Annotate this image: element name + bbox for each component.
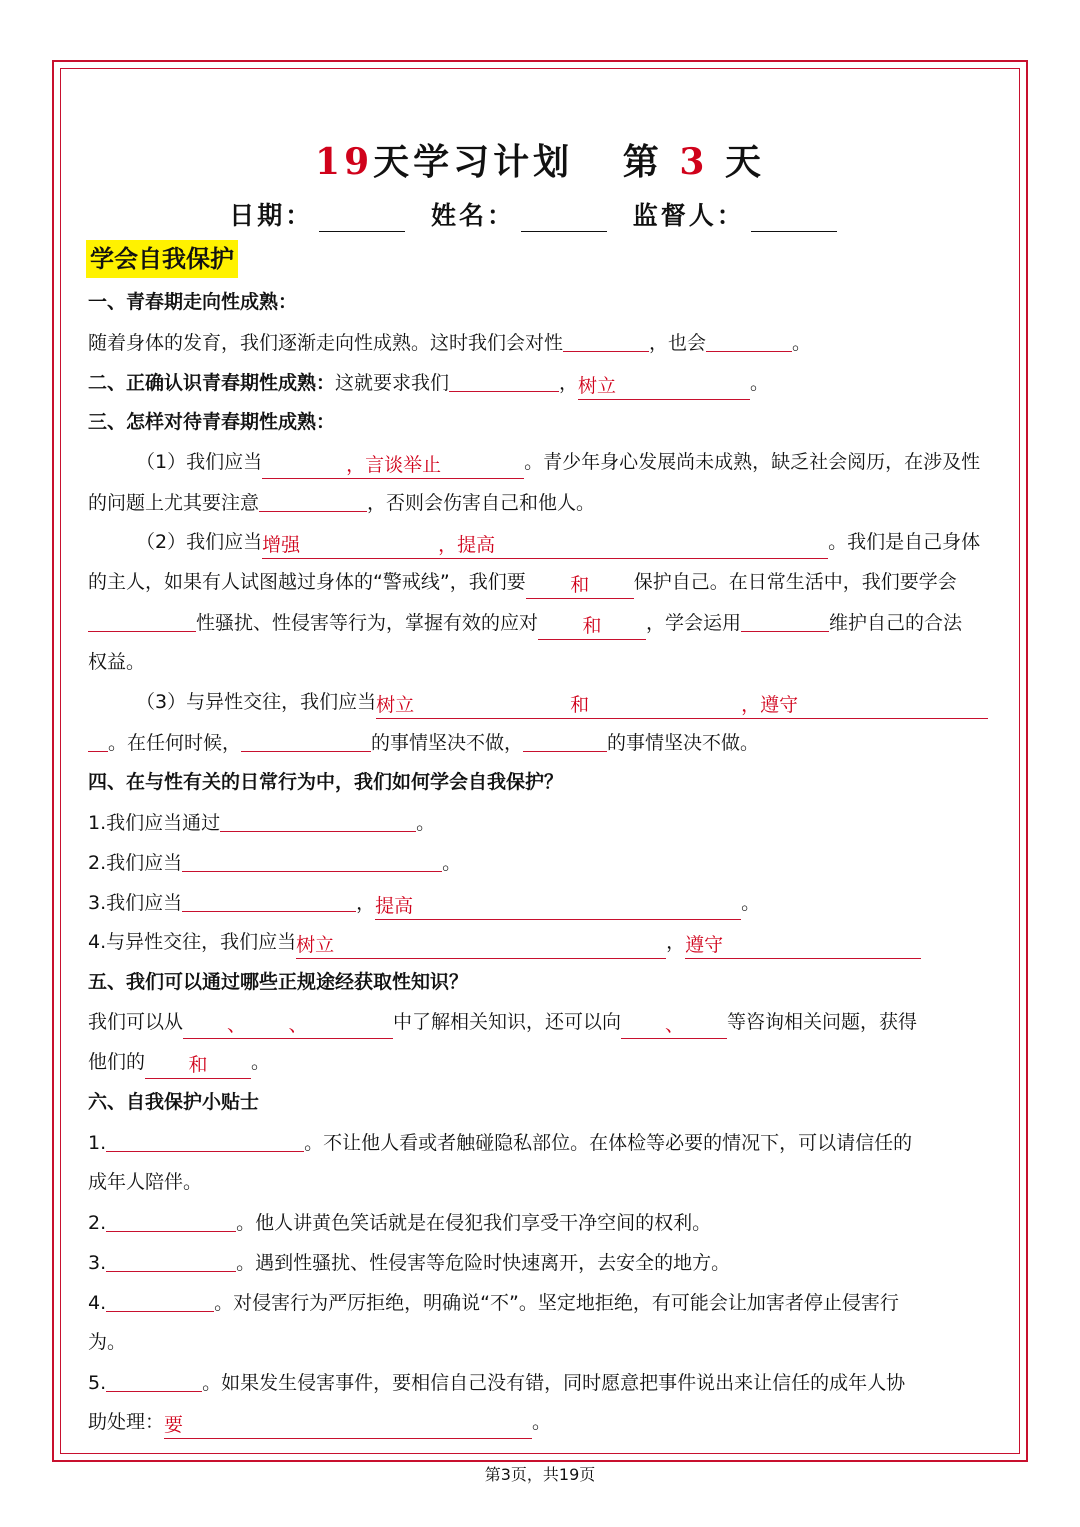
heading-4: 四、在与性有关的日常行为中，我们如何学会自我保护？ [88, 771, 564, 793]
page-title: 19天学习计划 第 3 天 [315, 141, 765, 183]
blank[interactable]: 、 、 [183, 1012, 393, 1039]
blank[interactable]: 树立 和 ，遵守 [376, 692, 988, 719]
s3-p2-cont2: 性骚扰、性侵害等行为，掌握有效的应对 和 ，学会运用 维护自己的合法 [88, 602, 996, 642]
blank[interactable] [741, 605, 829, 632]
s3-p3-cont: 。在任何时候， 的事情坚决不做， 的事情坚决不做。 [88, 722, 996, 762]
tip-1: 1. 。不让他人看或者触碰隐私部位。在体检等必要的情况下，可以请信任的 [88, 1122, 996, 1162]
blank[interactable]: 要 [164, 1412, 532, 1439]
s4-item4: 4.与异性交往，我们应当树立 ，遵守 [88, 922, 996, 962]
blank[interactable] [106, 1365, 202, 1392]
tip-1-cont: 成年人陪伴。 [88, 1171, 203, 1193]
blank[interactable] [241, 725, 371, 752]
heading-6: 六、自我保护小贴士 [88, 1091, 260, 1113]
blank[interactable] [88, 725, 108, 752]
header-fields [0, 196, 1080, 232]
heading-2: 二、正确认识青春期性成熟：这就要求我们 ，树立 。 [88, 362, 996, 402]
blank[interactable]: 树立 [296, 932, 666, 959]
blank[interactable] [182, 845, 442, 872]
s3-p1-cont: 的问题上尤其要注意 ，否则会伤害自己和他人。 [88, 482, 996, 522]
blank[interactable] [706, 325, 792, 352]
s4-item2: 2.我们应当 。 [88, 842, 996, 882]
blank[interactable] [106, 1125, 304, 1152]
blank[interactable]: 和 [145, 1052, 251, 1079]
s3-p2-cont: 的主人，如果有人试图越过身体的“警戒线”，我们要 和 保护自己。在日常生活中，我们要学会 [88, 562, 996, 602]
blank[interactable]: 、 [621, 1012, 727, 1039]
blank[interactable]: ，言谈举止 [262, 452, 524, 479]
tip-4-cont: 为。 [88, 1331, 127, 1353]
blank[interactable] [449, 365, 559, 392]
blank[interactable] [563, 325, 649, 352]
s1-line: 随着身体的发育，我们逐渐走向性成熟。这时我们会对性 ，也会 。 [88, 322, 996, 362]
name-blank[interactable] [521, 207, 607, 232]
s3-p1: （1）我们应当 ，言谈举止 。青少年身心发展尚未成熟，缺乏社会阅历，在涉及性 [88, 442, 996, 482]
blank[interactable] [220, 805, 416, 832]
heading-1: 一、青春期走向性成熟： [88, 291, 298, 313]
blank[interactable]: 和 [538, 613, 646, 640]
tip-4: 4. 。对侵害行为严厉拒绝，明确说“不”。坚定地拒绝，有可能会让加害者停止侵害行 [88, 1282, 996, 1322]
blank[interactable] [106, 1245, 236, 1272]
heading-3: 三、怎样对待青春期性成熟： [88, 411, 336, 433]
section-tag: 学会自我保护 [86, 240, 238, 278]
blank[interactable] [106, 1205, 236, 1232]
date-blank[interactable] [319, 207, 405, 232]
worksheet-content [88, 282, 996, 1442]
blank[interactable]: 和 [526, 572, 634, 599]
page-footer: 第3页，共19页 [484, 1465, 596, 1484]
tip-5-cont: 助处理：要 。 [88, 1402, 996, 1442]
blank[interactable]: 提高 [375, 893, 741, 920]
s4-item3: 3.我们应当 ，提高 。 [88, 882, 996, 922]
tip-2: 2. 。他人讲黄色笑话就是在侵犯我们享受干净空间的权利。 [88, 1202, 996, 1242]
s5-line2: 他们的 和 。 [88, 1042, 996, 1082]
s3-p2: （2）我们应当增强 ，提高 。我们是自己身体 [88, 522, 996, 562]
supervisor-blank[interactable] [751, 207, 837, 232]
blank[interactable] [259, 485, 367, 512]
blank[interactable] [523, 725, 607, 752]
blank[interactable]: 增强 ，提高 [262, 532, 828, 559]
tip-5: 5. 。如果发生侵害事件，要相信自己没有错，同时愿意把事件说出来让信任的成年人协 [88, 1362, 996, 1402]
supervisor-label: 监督人： [632, 201, 745, 230]
heading-5: 五、我们可以通过哪些正规途经获取性知识？ [88, 971, 469, 993]
date-label: 日期： [229, 201, 314, 230]
blank[interactable] [88, 605, 196, 632]
s5-line1: 我们可以从 、 、 中了解相关知识，还可以向 、 等咨询相关问题，获得 [88, 1002, 996, 1042]
s3-p3: （3）与异性交往，我们应当树立 和 ，遵守 [88, 682, 996, 722]
tip-3: 3. 。遇到性骚扰、性侵害等危险时快速离开，去安全的地方。 [88, 1242, 996, 1282]
s4-item1: 1.我们应当通过 。 [88, 802, 996, 842]
blank[interactable]: 遵守 [685, 932, 921, 959]
name-label: 姓名： [430, 201, 515, 230]
blank[interactable] [106, 1285, 214, 1312]
s3-p2-cont3: 权益。 [88, 651, 146, 673]
blank[interactable] [182, 885, 356, 912]
blank[interactable]: 树立 [578, 373, 750, 400]
